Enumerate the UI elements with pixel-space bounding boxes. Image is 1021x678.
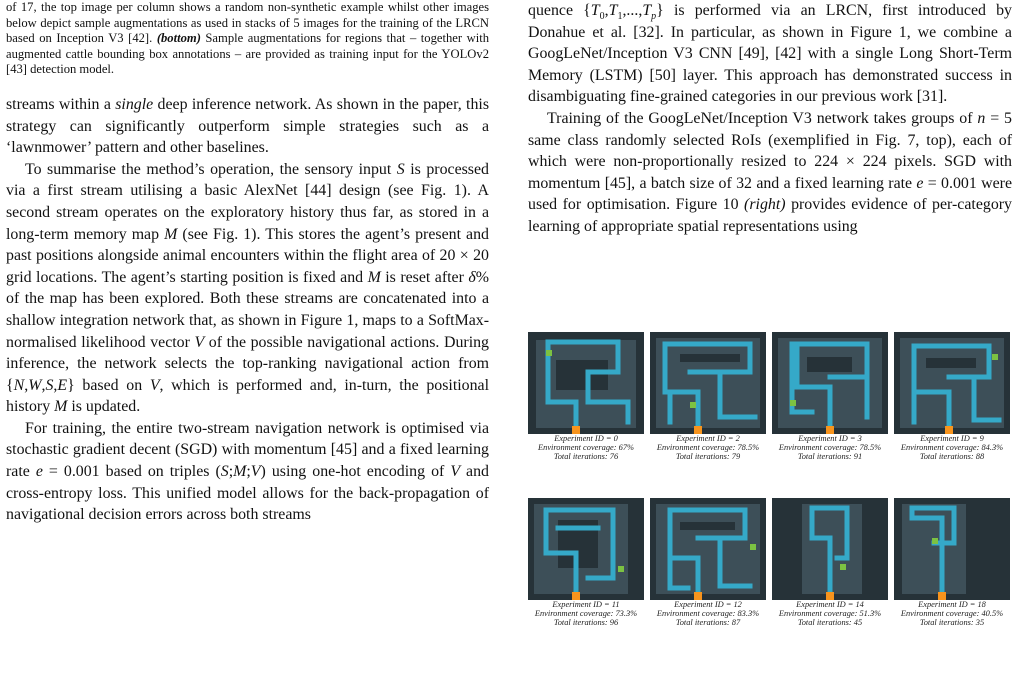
experiment-caption xyxy=(528,601,644,627)
experiment-caption-line: Total iterations: 76 xyxy=(553,451,619,461)
figure-caption xyxy=(6,0,489,78)
experiment-caption-line: Experiment ID = 11 xyxy=(552,600,620,609)
exploration-figure xyxy=(528,332,1018,678)
experiment-tile xyxy=(772,498,888,634)
caption-text: Sample augmentations for regions that – together with augmented cattle bounding box annotations – are provided as training input for the YOLOv2 [43] detection model. xyxy=(6,31,489,77)
start-position-marker xyxy=(694,592,702,600)
experiment-caption-line: Environment coverage: 73.3% xyxy=(534,608,638,618)
experiment-caption xyxy=(772,601,888,627)
animal-encounter-marker xyxy=(690,402,696,408)
experiment-tile xyxy=(528,498,644,634)
experiment-caption-line: Environment coverage: 51.3% xyxy=(778,608,882,618)
environment-map xyxy=(772,332,888,434)
experiment-caption-line: Environment coverage: 83.3% xyxy=(656,608,760,618)
paragraph: quence $\{T_0,T_1,...,T_p\}$ is performed via an LRCN, first introduced by Donahue et al. [32]. In particular, as shown in Figure 1, we combine a GoogLeNet/Inception V3 CNN [49], [42] with a single Long Short-Term Memory (LSTM) [50] layer. This approach has demonstrated success in disambiguating fine-grained categories in our previous work [31]. xyxy=(528,2,1012,106)
experiment-tile xyxy=(528,332,644,468)
experiment-caption xyxy=(894,435,1010,461)
experiment-caption-line: Total iterations: 79 xyxy=(675,451,741,461)
experiment-tile xyxy=(650,498,766,634)
experiment-caption-line: Experiment ID = 9 xyxy=(920,434,984,443)
experiment-tile xyxy=(772,332,888,468)
experiment-caption xyxy=(650,601,766,627)
paragraph: For training, the entire two-stream navigation network is optimised via stochastic gradient decent (SGD) with momentum [45] and a fixed learning rate e = 0.001 based on triples (S;M;V) using one-hot encoding of V and cross-entropy loss. This unified model allows for the back-propagation of navigational decision errors across both streams xyxy=(6,419,489,524)
start-position-marker xyxy=(572,592,580,600)
experiment-tile xyxy=(894,332,1010,468)
experiment-caption-line: Total iterations: 96 xyxy=(553,617,619,627)
animal-encounter-marker xyxy=(546,350,552,356)
animal-encounter-marker xyxy=(992,354,998,360)
paragraph: Training of the GoogLeNet/Inception V3 network takes groups of n = 5 same class randomly selected RoIs (exemplified in Fig. 7, top), each of which were non-proportionally resized to 224 × 224 pixels. SGD with momentum [45], a batch size of 32 and a fixed learning rate e = 0.001 were used for optimisation. Figure 10 (right) provides evidence of per-category learning of appropriate spatial representations using xyxy=(528,109,1013,235)
paragraph: streams within a single deep inference network. As shown in the paper, this strategy can significantly outperform simple strategies such as a ‘lawnmower’ pattern and other baselines. xyxy=(6,95,489,157)
start-position-marker xyxy=(694,426,702,434)
experiment-caption-line: Environment coverage: 78.5% xyxy=(656,442,760,452)
animal-encounter-marker xyxy=(840,564,846,570)
environment-map xyxy=(528,332,644,434)
experiment-caption-line: Experiment ID = 0 xyxy=(554,434,618,443)
experiment-caption-line: Total iterations: 45 xyxy=(797,617,863,627)
experiment-caption xyxy=(894,601,1010,627)
caption-text: of 17, the top image per column shows a random non-synthetic example whilst other images below depict sample augmentations as used in stacks of 5 images for the training of the LRCN based on Inception V3 [42]. xyxy=(6,0,489,46)
start-position-marker xyxy=(938,592,946,600)
environment-map xyxy=(650,332,766,434)
left-column xyxy=(6,0,489,526)
experiment-caption-line: Environment coverage: 40.5% xyxy=(900,608,1004,618)
experiment-caption xyxy=(772,435,888,461)
experiment-caption-line: Environment coverage: 84.3% xyxy=(900,442,1004,452)
environment-map xyxy=(894,332,1010,434)
experiment-tile xyxy=(650,332,766,468)
caption-label: (bottom) xyxy=(156,31,201,46)
start-position-marker xyxy=(826,592,834,600)
experiment-tile xyxy=(894,498,1010,634)
experiment-caption-line: Total iterations: 35 xyxy=(919,617,985,627)
right-column xyxy=(528,0,1012,238)
experiment-caption-line: Experiment ID = 14 xyxy=(796,600,864,609)
experiment-caption-line: Experiment ID = 12 xyxy=(674,600,742,609)
experiment-caption xyxy=(528,435,644,461)
environment-map xyxy=(528,498,644,600)
environment-map xyxy=(772,498,888,600)
experiment-caption-line: Experiment ID = 18 xyxy=(918,600,986,609)
start-position-marker xyxy=(826,426,834,434)
experiment-caption-line: Environment coverage: 78.5% xyxy=(778,442,882,452)
experiment-caption-line: Environment coverage: 67% xyxy=(538,442,634,452)
start-position-marker xyxy=(572,426,580,434)
left-body-text xyxy=(6,94,489,526)
environment-map xyxy=(894,498,1010,600)
experiment-caption-line: Total iterations: 88 xyxy=(919,451,985,461)
experiment-caption xyxy=(650,435,766,461)
experiment-caption-line: Total iterations: 91 xyxy=(797,451,863,461)
paragraph: To summarise the method’s operation, the sensory input S is processed via a first stream utilising a basic AlexNet [44] design (see Fig. 1). A second stream operates on the exploratory history thus far, as stored in a long-term memory map M (see Fig. 1). This stores the agent’s present and past positions alongside animal encounters within the flight area of 20 × 20 grid locations. The agent’s starting position is fixed and M is reset after δ% of the map has been explored. Both these streams are concatenated into a shallow integration network that, as shown in Figure 1, maps to a SoftMax-normalised likelihood vector V of the possible navigational actions. During inference, the network selects the top-ranking navigational action from {N,W,S,E} based on V, which is performed and, in-turn, the positional history M is updated. xyxy=(6,160,490,416)
animal-encounter-marker xyxy=(932,538,938,544)
right-body-text xyxy=(528,0,1012,238)
animal-encounter-marker xyxy=(750,544,756,550)
experiment-caption-line: Total iterations: 87 xyxy=(675,617,741,627)
animal-encounter-marker xyxy=(618,566,624,572)
animal-encounter-marker xyxy=(790,400,796,406)
experiment-caption-line: Experiment ID = 2 xyxy=(676,434,740,443)
start-position-marker xyxy=(945,426,953,434)
environment-map xyxy=(650,498,766,600)
experiment-caption-line: Experiment ID = 3 xyxy=(798,434,862,443)
